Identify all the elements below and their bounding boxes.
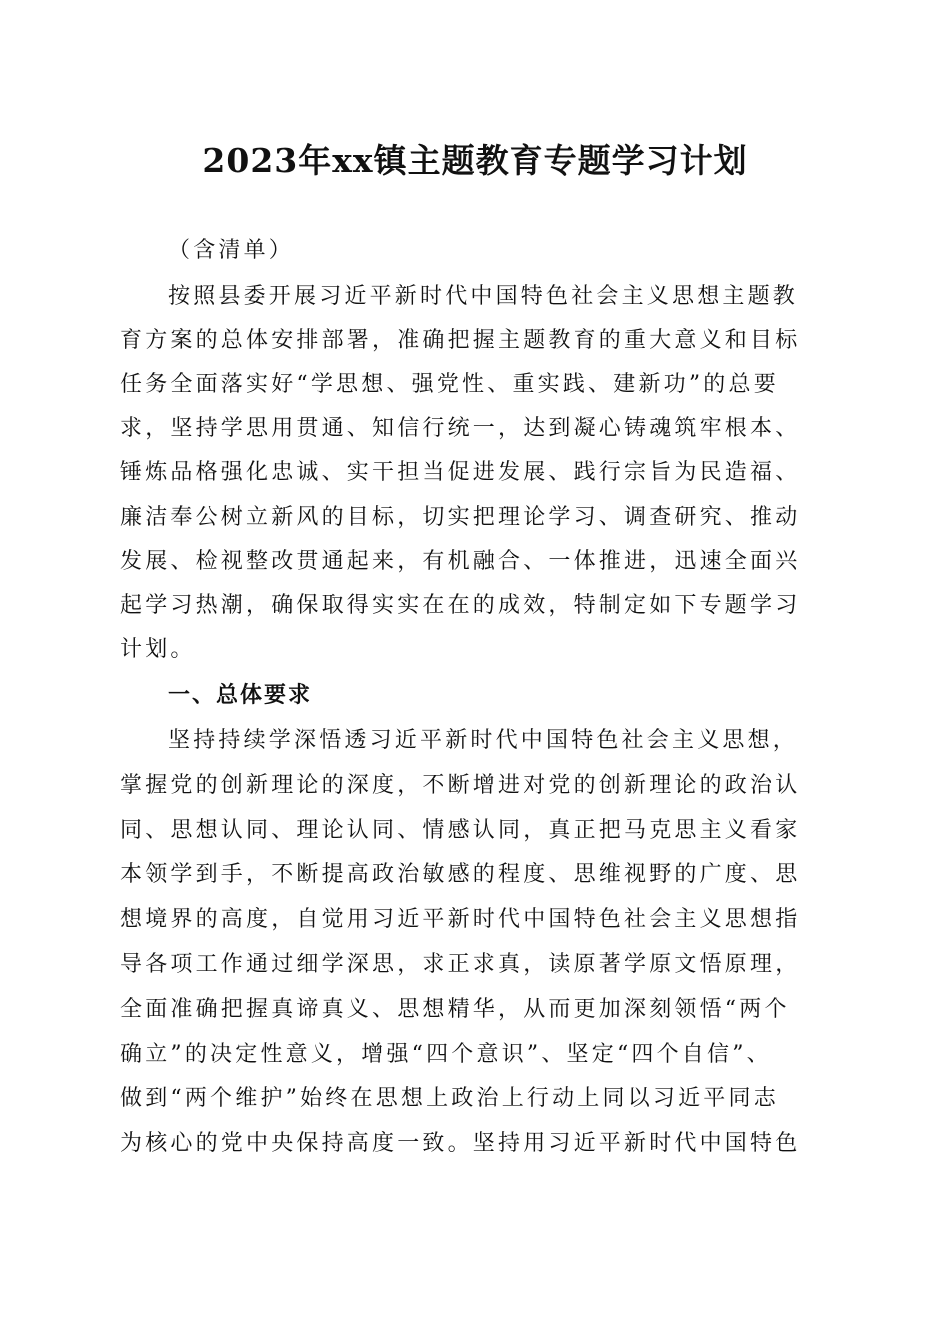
paragraph-line: 为核心的党中央保持高度一致。坚持用习近平新时代中国特色 [120,1131,801,1156]
paragraph-line: 本领学到手，不断提高政治敏感的程度、思维视野的广度、思 [120,862,801,887]
paragraph-line: 锤炼品格强化忠诚、实干担当促进发展、践行宗旨为民造福、 [120,460,801,485]
paragraph-line: 坚持持续学深悟透习近平新时代中国特色社会主义思想， [168,728,799,753]
section-heading: 一、总体要求 [168,683,313,708]
paragraph-line: 计划。 [120,637,196,662]
paragraph-line: 发展、检视整改贯通起来，有机融合、一体推进，迅速全面兴 [120,549,801,574]
paragraph-line: 导各项工作通过细学深思，求正求真，读原著学原文悟原理， [120,952,801,977]
paragraph-line: 全面准确把握真谛真义、思想精华，从而更加深刻领悟“两个 [120,997,790,1022]
paragraph-line: 求，坚持学思用贯通、知信行统一，达到凝心铸魂筑牢根本、 [120,416,801,441]
paragraph-line: 育方案的总体安排部署，准确把握主题教育的重大意义和目标 [120,328,801,353]
paragraph-line: 廉洁奉公树立新风的目标，切实把理论学习、调查研究、推动 [120,505,801,530]
paragraph-line: 想境界的高度，自觉用习近平新时代中国特色社会主义思想指 [120,907,801,932]
paragraph-line: 起学习热潮，确保取得实实在在的成效，特制定如下专题学习 [120,593,801,618]
paragraph-line: 同、思想认同、理论认同、情感认同，真正把马克思主义看家 [120,818,801,843]
paragraph-line: 确立”的决定性意义，增强“四个意识”、坚定“四个自信”、 [120,1042,772,1067]
paragraph-line: 掌握党的创新理论的深度，不断增进对党的创新理论的政治认 [120,773,801,798]
paragraph-line: 做到“两个维护”始终在思想上政治上行动上同以习近平同志 [120,1086,779,1111]
paragraph-line: 任务全面落实好“学思想、强党性、重实践、建新功”的总要 [120,372,779,397]
document-subtitle: （含清单） [168,238,295,263]
paragraph-line: 按照县委开展习近平新时代中国特色社会主义思想主题教 [168,284,799,309]
document-title: 2023年xx镇主题教育专题学习计划 [202,141,748,180]
